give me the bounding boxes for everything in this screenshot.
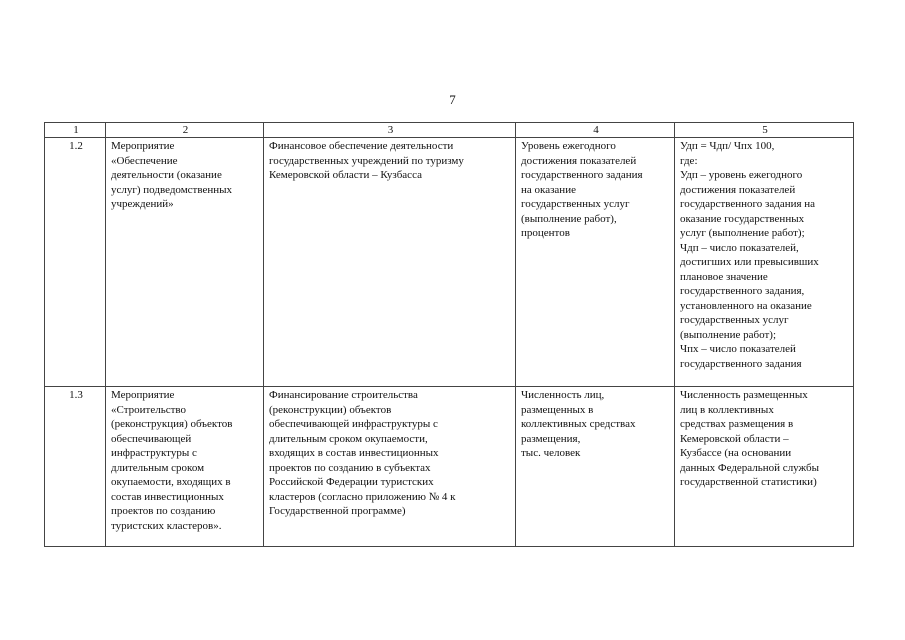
event-cell [106,387,264,547]
cell-line: кластеров (согласно приложению № 4 к [269,490,456,503]
method-cell [675,387,854,547]
cell-line: (выполнение работ); [680,328,777,341]
cell-line: Численность размещенных [680,389,808,401]
cell-line: учреждений» [111,198,174,210]
cell-line: Чпх – число показателей [680,343,796,355]
cell-line: установленного на оказание [680,299,812,312]
cell-line: туристских кластеров». [111,519,222,532]
cell-line: «Обеспечение [111,154,178,167]
cell-line: средствах размещения в [680,418,794,430]
column-header: 3 [264,123,516,138]
cell-line: коллективных средствах [521,418,636,430]
cell-line: тыс. человек [521,447,581,459]
cell-line: деятельности (оказание [111,169,222,181]
cell-line: услуг (выполнение работ); [680,227,805,239]
cell-line: данных Федеральной службы [680,461,819,474]
cell-line: достигших или превысивших [680,256,819,268]
row-number: 1.2 [45,138,106,387]
cell-line: государственной статистики) [680,476,817,488]
cell-line: государственного задания на [680,198,816,210]
method-cell [675,138,854,387]
cell-line: на оказание [521,183,576,196]
indicator-cell [516,138,675,387]
cell-line: государственных услуг [521,198,630,210]
cell-line: Кемеровской области – [680,432,789,445]
cell-line: услуг) подведомственных [111,183,233,196]
column-header: 2 [106,123,264,138]
cell-line: Чдп – число показателей, [680,241,799,254]
cell-line: (реконструкция) объектов [111,418,233,430]
cell-line: достижения показателей [680,183,796,196]
cell-line: инфраструктуры с [111,447,197,459]
cell-line: Мероприятие [111,140,175,152]
event-cell [106,138,264,387]
column-header: 4 [516,123,675,138]
cell-line: Удп – уровень ежегодного [680,169,803,181]
cell-line: Кемеровской области – Кузбасса [269,169,422,181]
cell-line: Финансовое обеспечение деятельности [269,140,454,152]
cell-line: Государственной программе) [269,505,406,517]
cell-line: Кузбассе (на основании [680,447,792,459]
cell-line: обеспечивающей инфраструктуры с [269,418,438,430]
cell-line: длительным сроком [111,461,205,474]
cell-line: государственного задания [521,169,643,181]
cell-line: проектов по созданию в субъектах [269,461,431,474]
description-cell [264,138,516,387]
table-row [45,387,854,547]
cell-line: процентов [521,227,570,239]
cell-line: Российской Федерации туристских [269,476,434,488]
table-header-row [45,123,854,138]
cell-line: оказание государственных [680,212,805,225]
cell-line: обеспечивающей [111,432,192,445]
description-cell [264,387,516,547]
indicator-cell [516,387,675,547]
cell-line: достижения показателей [521,154,637,167]
cell-line: состав инвестиционных [111,490,224,503]
cell-line: плановое значение [680,270,768,283]
cell-line: окупаемости, входящих в [111,476,231,488]
document-table [44,122,854,547]
cell-line: государственных услуг [680,314,789,326]
cell-line: государственного задания [680,357,802,370]
cell-line: (выполнение работ), [521,212,617,225]
cell-line: размещенных в [521,403,594,416]
cell-line: длительным сроком окупаемости, [269,432,428,445]
cell-line: (реконструкции) объектов [269,403,392,416]
cell-line: размещения, [521,432,581,445]
cell-line: Финансирование строительства [269,389,418,401]
cell-line: государственного задания, [680,285,805,297]
column-header: 1 [45,123,106,138]
cell-line: «Строительство [111,403,187,416]
page-number: 7 [449,92,456,107]
cell-line: лиц в коллективных [680,403,774,416]
cell-line: где: [680,154,698,167]
cell-line: проектов по созданию [111,505,216,517]
cell-line: Уровень ежегодного [521,140,616,152]
cell-line: входящих в состав инвестиционных [269,447,439,459]
cell-line: Мероприятие [111,389,175,401]
cell-line: Удп = Чдп/ Чпх 100, [680,140,775,152]
row-number: 1.3 [45,387,106,547]
table-row [45,138,854,387]
cell-line: государственных учреждений по туризму [269,154,464,167]
column-header: 5 [675,123,854,138]
cell-line: Численность лиц, [521,389,605,401]
